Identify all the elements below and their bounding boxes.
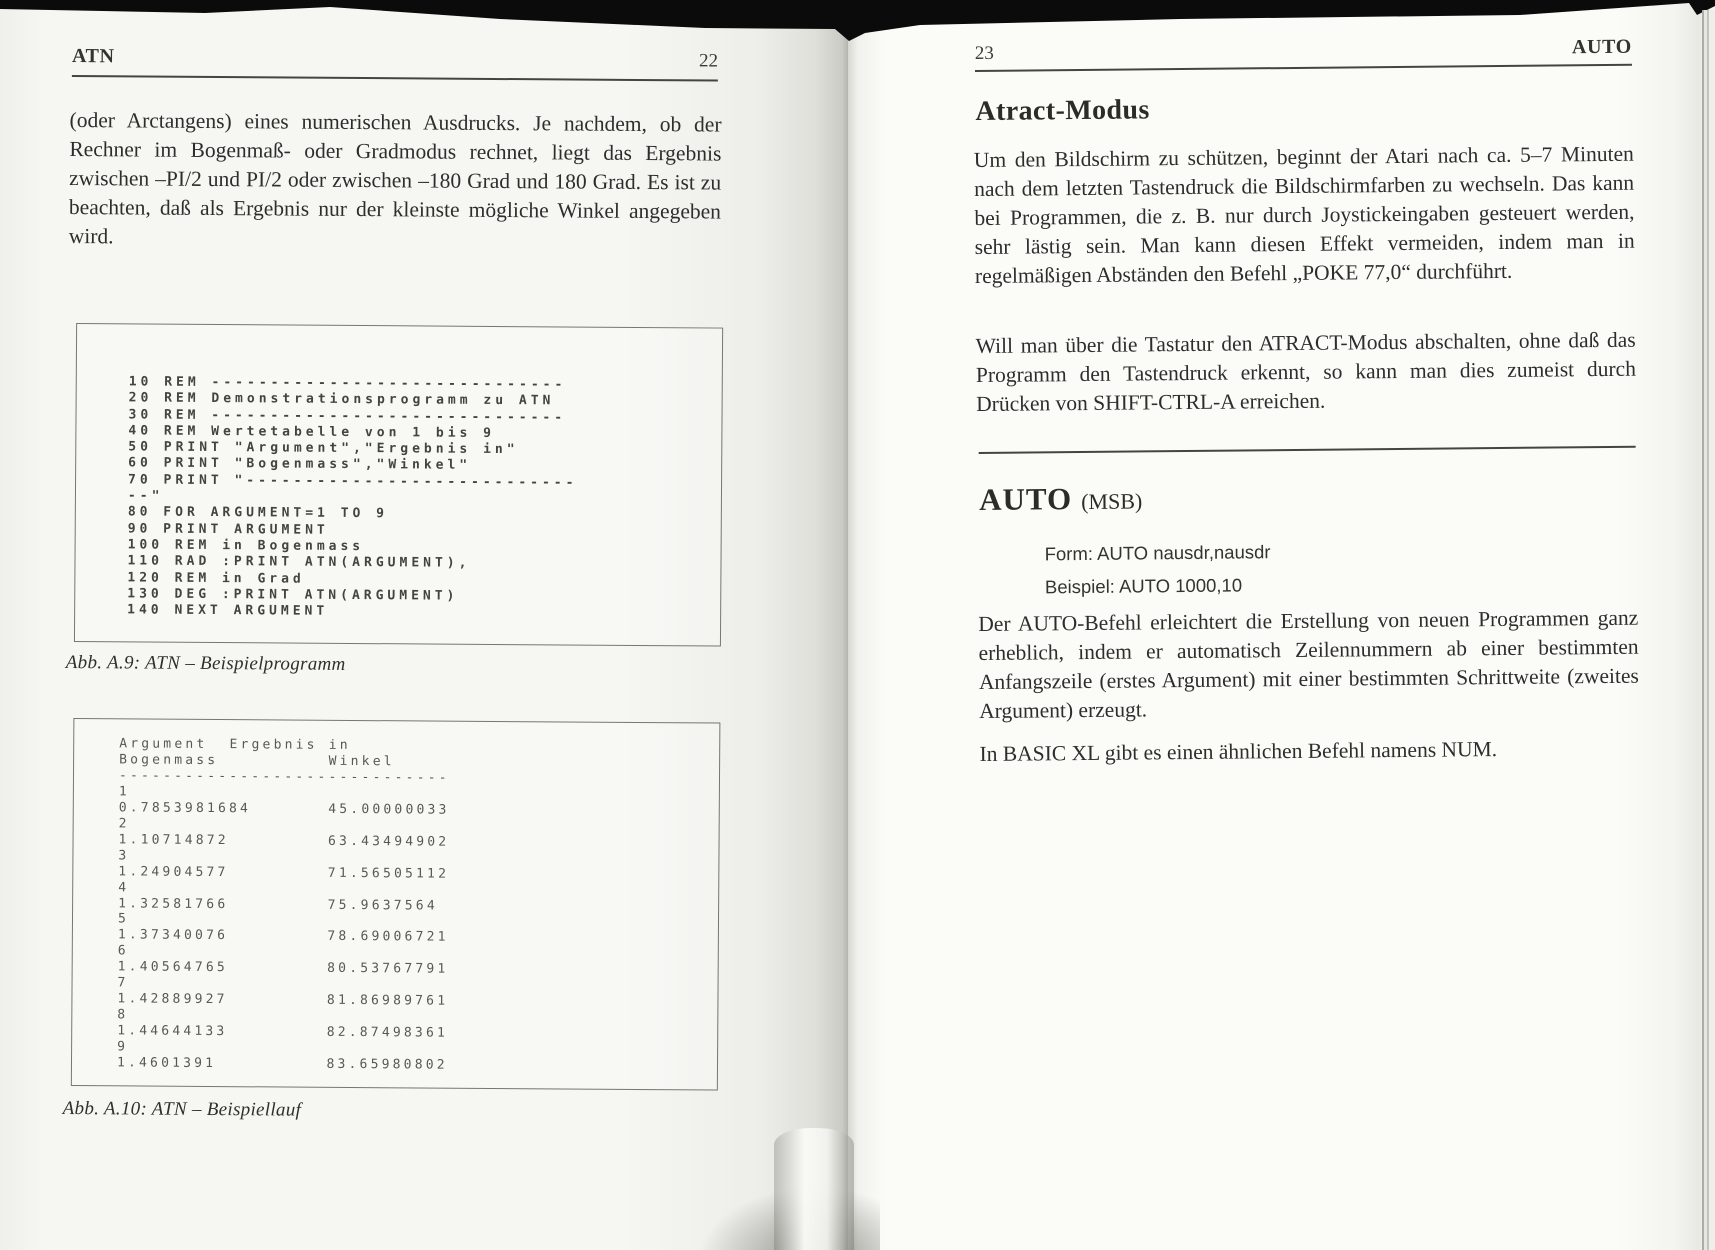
page-right-content: [847, 0, 1715, 1250]
left-page-number: 22: [698, 50, 719, 72]
output-figure-box: [71, 718, 721, 1091]
left-running-head: [72, 45, 718, 73]
left-running-title: ATN: [71, 45, 115, 68]
atract-paragraph-1: Um den Bildschirm zu schützen, beginnt der Atari nach ca. 5–7 Minuten nach dem letzten Tastendruck die Bildschirmfarben zu wechseln. Das kann bei Programmen, die z. B. nur durch Joystickeingaben gesteuert werden, sehr lästig sein. Man kann diesen Effekt vermeiden, indem man in regelmäßigen Abständen den Befehl „POKE 77,0“ durchführt.: [973, 141, 1635, 289]
atract-modus-heading: Atract-Modus: [975, 94, 1150, 128]
listing-figure-box: [74, 323, 723, 647]
program-output-text: Argument Ergebnis in Bogenmass Winkel ------------------------------ 1 0.7853981684 45.00000033 2 1.10714872 63.43494902 3 1.24904577 71.56505112 4 1.32581766 75.9637564 5 1.37340076 78.69006721 6 1.40564765 80.53767791 7 1.42889927 81.86989761 8 1.44644133 82.87498361 9 1.4601391 83.65980802: [116, 736, 450, 1073]
atract-paragraph-2: Will man über die Tastatur den ATRACT-Modus abschalten, ohne daß das Programm den Tastendruck erkennt, so kann man dies zumeist durch Drücken von SHIFT-CTRL-A erreichen.: [975, 327, 1637, 417]
left-body-paragraph: (oder Arctangens) eines numerischen Ausdrucks. Je nachdem, ob der Rechner im Bogenmaß- oder Gradmodus rechnet, liegt das Ergebnis zwischen –PI/2 und PI/2 oder zwischen –180 Grad und 180 Grad. Es ist zu beachten, daß als Ergebnis nur der kleinste mögliche Winkel angegeben wird.: [68, 107, 722, 249]
page-left: [0, 0, 848, 1250]
left-head-rule: [72, 75, 718, 82]
output-caption: Abb. A.10: ATN – Beispiellauf: [62, 1097, 302, 1121]
page-stack-edge: [1702, 10, 1715, 1250]
auto-example-line: Beispiel: AUTO 1000,10: [1044, 574, 1243, 598]
auto-paragraph-1: Der AUTO-Befehl erleichtert die Erstellung von neuen Programmen ganz erheblich, indem er automatisch Zeilennummern ab einer bestimmten Anfangszeile (erstes Argument) mit einer bestimmten Schrittweite (zweites Argument) erzeugt.: [978, 605, 1639, 724]
auto-heading: [979, 480, 1142, 518]
right-page-number: 23: [974, 42, 994, 65]
auto-qualifier: (MSB): [1081, 488, 1143, 515]
listing-caption: Abb. A.9: ATN – Beispielprogramm: [65, 651, 346, 675]
page-right: [848, 0, 1715, 1250]
auto-syntax-block: [1044, 535, 1270, 603]
right-running-head: [975, 36, 1632, 65]
page-curl-bottom: [774, 1128, 854, 1250]
right-head-rule: [975, 64, 1632, 72]
basic-listing-code: 10 REM ------------------------------ 20 REM Demonstrationsprogramm zu ATN 30 REM ------------------------------ 40 REM Wertetabelle von 1 bis 9 50 PRINT "Argument","Ergebnis in" 60 PRINT "Bogenmass","Winkel" 70 PRINT "---------------------------- --" 80 FOR ARGUMENT=1 TO 9 90 PRINT ARGUMENT 100 REM in Bogenmass 110 RAD :PRINT ATN(ARGUMENT), 120 REM in Grad 130 DEG :PRINT ATN(ARGUMENT) 140 NEXT ARGUMENT: [127, 374, 578, 619]
section-divider-rule: [979, 446, 1636, 454]
auto-form-line: Form: AUTO nausdr,nausdr: [1044, 541, 1271, 565]
right-running-title: AUTO: [1571, 35, 1632, 59]
auto-paragraph-2: In BASIC XL gibt es einen ähnlichen Befehl namens NUM.: [979, 737, 1498, 767]
page-left-content: [0, 0, 848, 1250]
auto-keyword: AUTO: [978, 481, 1073, 518]
